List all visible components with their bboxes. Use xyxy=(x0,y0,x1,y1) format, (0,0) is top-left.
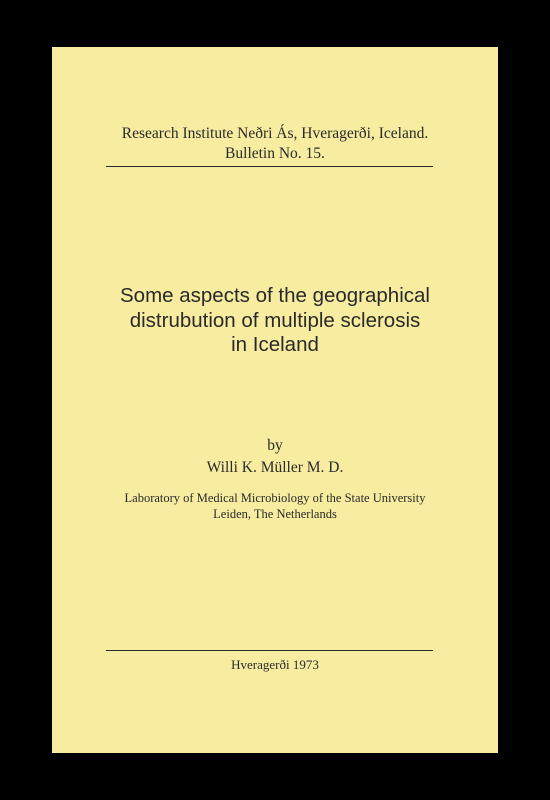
document-title xyxy=(52,284,498,358)
by-label: by xyxy=(267,437,283,454)
title-line-3: in Iceland xyxy=(231,333,319,356)
title-line-1: Some aspects of the geographical xyxy=(120,284,430,307)
affiliation-line-1: Laboratory of Medical Microbiology of the State University xyxy=(124,491,426,505)
top-divider xyxy=(106,166,433,167)
bottom-divider xyxy=(106,650,433,651)
place-year: Hveragerði 1973 xyxy=(231,657,319,672)
title-line-2: distrubution of multiple sclerosis xyxy=(129,308,421,332)
affiliation-line-2: Leiden, The Netherlands xyxy=(213,507,337,521)
author-affiliation xyxy=(52,490,498,522)
bulletin-cover xyxy=(52,47,498,753)
header xyxy=(52,124,498,164)
institute-name: Research Institute Neðri Ás, Hveragerði, Iceland. xyxy=(121,125,429,142)
author-name: Willi K. Müller M. D. xyxy=(206,459,344,476)
bulletin-number: Bulletin No. 15. xyxy=(225,145,325,162)
